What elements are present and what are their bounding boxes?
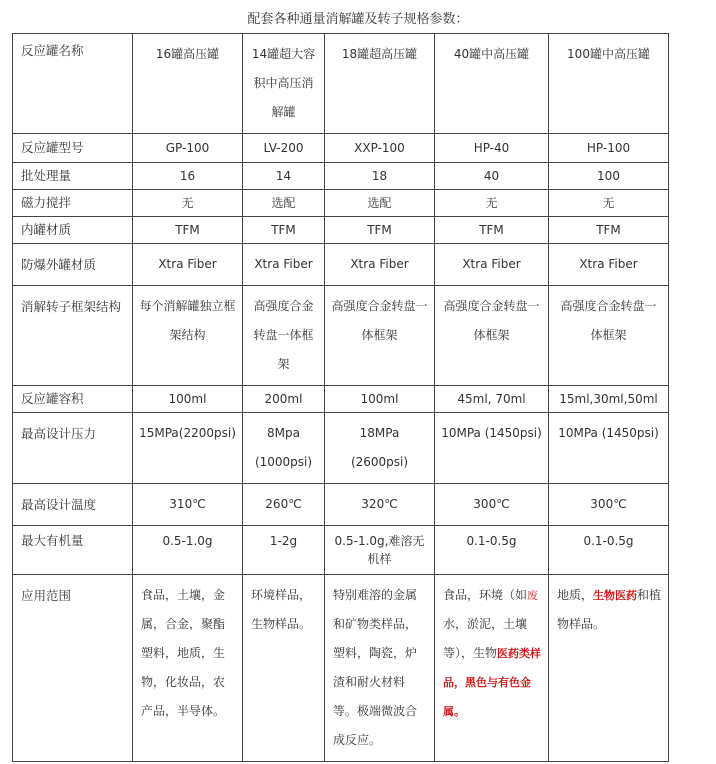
table-cell: 100ml (325, 386, 435, 413)
table-row (13, 244, 669, 286)
header-cell: 40罐中高压罐 (435, 34, 549, 134)
table-row (13, 134, 669, 163)
row-label: 最高设计压力 (13, 413, 133, 484)
table-cell: TFM (435, 217, 549, 244)
table-cell: Xtra Fiber (325, 244, 435, 286)
table-cell: 8Mpa (1000psi) (243, 413, 325, 484)
row-label: 内罐材质 (13, 217, 133, 244)
table-row (13, 163, 669, 190)
table-cell: 100 (549, 163, 669, 190)
table-cell: 300℃ (435, 484, 549, 526)
scope-text: 水，淤泥，土壤等），生物 (443, 617, 528, 660)
row-label: 防爆外罐材质 (13, 244, 133, 286)
table-cell: HP-100 (549, 134, 669, 163)
row-label: 应用范围 (13, 575, 133, 762)
row-label: 最高设计温度 (13, 484, 133, 526)
row-label: 磁力搅拌 (13, 190, 133, 217)
scope-highlight: 医药类样品，黑色与有色金属。 (443, 647, 542, 718)
table-cell: 高强度合金转盘一体框架 (243, 286, 325, 386)
table-cell: Xtra Fiber (243, 244, 325, 286)
table-cell: 45ml, 70ml (435, 386, 549, 413)
table-cell: 0.5-1.0g (133, 526, 243, 575)
table-row (13, 484, 669, 526)
table-cell: 10MPa (1450psi) (435, 413, 549, 484)
table-cell: 选配 (325, 190, 435, 217)
table-cell: 15ml,30ml,50ml (549, 386, 669, 413)
table-cell: 0.1-0.5g (435, 526, 549, 575)
scope-text: 食品，环境（如 (443, 588, 528, 602)
table-cell: 300℃ (549, 484, 669, 526)
header-cell: 100罐中高压罐 (549, 34, 669, 134)
table-cell: 每个消解罐独立框架结构 (133, 286, 243, 386)
table-cell: GP-100 (133, 134, 243, 163)
table-row (13, 217, 669, 244)
table-cell: 特别难溶的金属和矿物类样品，塑料，陶瓷，炉渣和耐火材料等。极端微波合成反应。 (325, 575, 435, 762)
scope-text: 地质， (557, 588, 594, 602)
table-cell: 无 (435, 190, 549, 217)
table-cell: 无 (133, 190, 243, 217)
row-label: 最大有机量 (13, 526, 133, 575)
table-cell: 选配 (243, 190, 325, 217)
table-cell: 10MPa (1450psi) (549, 413, 669, 484)
header-cell: 16罐高压罐 (133, 34, 243, 134)
table-cell: 310℃ (133, 484, 243, 526)
scope-text: 和植物样品。 (557, 588, 662, 631)
table-row (13, 190, 669, 217)
table-cell: 260℃ (243, 484, 325, 526)
table-cell: 环境样品，生物样品。 (243, 575, 325, 762)
table-cell: 40 (435, 163, 549, 190)
table-caption: 配套各种通量消解罐及转子规格参数： (247, 12, 469, 27)
table-cell: TFM (325, 217, 435, 244)
table-row (13, 575, 669, 762)
row-label: 反应罐型号 (13, 134, 133, 163)
header-cell: 反应罐名称 (13, 34, 133, 134)
row-label: 反应罐容积 (13, 386, 133, 413)
table-row (13, 413, 669, 484)
table-cell: TFM (549, 217, 669, 244)
table-cell: 0.5-1.0g,难溶无机样 (325, 526, 435, 575)
table-cell: 100ml (133, 386, 243, 413)
table-row (13, 286, 669, 386)
table-cell: Xtra Fiber (435, 244, 549, 286)
table-cell: HP-40 (435, 134, 549, 163)
scope-highlight: 生物医药 (593, 589, 638, 602)
table-cell: 高强度合金转盘一体框架 (549, 286, 669, 386)
table-cell (435, 575, 549, 762)
table-cell: 320℃ (325, 484, 435, 526)
table-row (13, 526, 669, 575)
table-cell: Xtra Fiber (133, 244, 243, 286)
table-cell: Xtra Fiber (549, 244, 669, 286)
table-cell: 0.1-0.5g (549, 526, 669, 575)
spec-table (12, 33, 669, 762)
table-cell: XXP-100 (325, 134, 435, 163)
table-cell: 14 (243, 163, 325, 190)
table-cell: 1-2g (243, 526, 325, 575)
header-cell: 18罐超高压罐 (325, 34, 435, 134)
scope-highlight: 废 (527, 589, 539, 602)
table-row (13, 386, 669, 413)
table-cell: 无 (549, 190, 669, 217)
table-cell: 高强度合金转盘一体框架 (435, 286, 549, 386)
table-cell (549, 575, 669, 762)
table-cell: LV-200 (243, 134, 325, 163)
table-cell: 18MPa (2600psi) (325, 413, 435, 484)
table-cell: 15MPa(2200psi) (133, 413, 243, 484)
table-cell: TFM (133, 217, 243, 244)
header-cell: 14罐超大容积中高压消解罐 (243, 34, 325, 134)
table-cell: TFM (243, 217, 325, 244)
table-cell: 200ml (243, 386, 325, 413)
row-label: 消解转子框架结构 (13, 286, 133, 386)
table-cell: 食品，土壤，金属，合金，聚酯塑料，地质，生物，化妆品，农产品，半导体。 (133, 575, 243, 762)
table-cell: 高强度合金转盘一体框架 (325, 286, 435, 386)
table-cell: 18 (325, 163, 435, 190)
table-cell: 16 (133, 163, 243, 190)
row-label: 批处理量 (13, 163, 133, 190)
table-header-row (13, 34, 669, 134)
